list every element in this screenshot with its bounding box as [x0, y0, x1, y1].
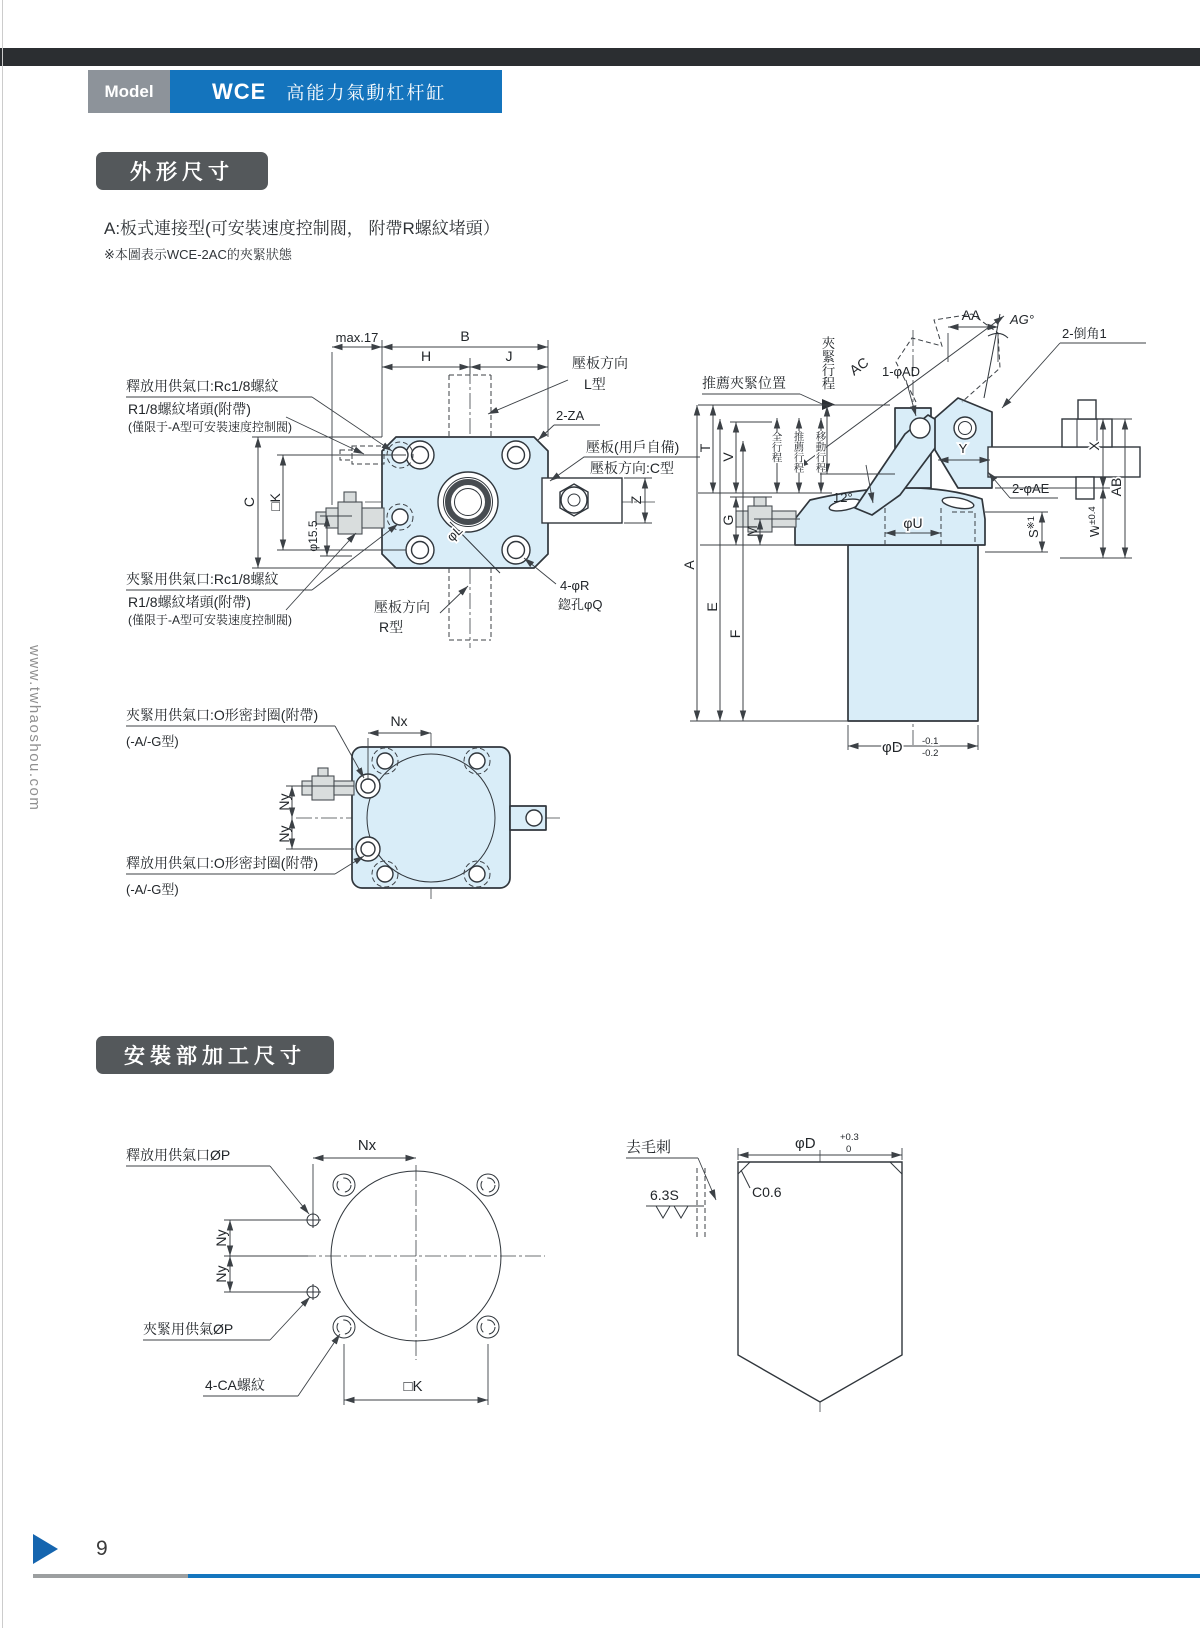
dim-AA: AA	[961, 307, 981, 323]
center-bore	[438, 472, 498, 532]
cylinder-barrel	[848, 545, 978, 721]
dim-phiU: φU	[903, 515, 923, 531]
plate-dir-R-label: 壓板方向	[374, 599, 430, 615]
clamp-plug-label: R1/8螺紋堵頭(附帶)	[128, 594, 251, 610]
dim-Ny-1: Ny	[276, 793, 292, 811]
thread-label: 4-CA螺紋	[205, 1377, 265, 1393]
release-oring-label: 釋放用供氣口:O形密封圈(附帶)	[126, 855, 319, 871]
clamp-port-label: 夾緊用供氣口:Rc1/8螺紋	[126, 571, 279, 587]
bore-section-drawing	[626, 1132, 902, 1412]
plate-dir-C-label: 壓板方向:C型	[590, 460, 674, 476]
label-2ZA: 2-ZA	[556, 408, 585, 423]
link-pin	[954, 417, 976, 439]
dim-Nx: Nx	[357, 1137, 377, 1154]
recommend-pos-label: 推薦夾緊位置	[702, 375, 786, 391]
type-note: A:板式連接型(可安裝速度控制閥， 附帶R螺紋堵頭）	[104, 219, 500, 238]
model-name: 高能力氣動杠杆缸	[286, 82, 447, 103]
dim-phiD: φD	[795, 1135, 816, 1152]
label-chamfer: 2-倒角1	[1062, 326, 1107, 341]
dim-W: $W^{\pm 0.4}$	[1087, 506, 1102, 537]
state-note: ※本圖表示WCE-2AC的夾緊狀態	[104, 247, 292, 262]
release-plug-label: R1/8螺紋堵頭(附帶)	[128, 401, 251, 417]
watermark-url: www.twhaoshou.com	[26, 645, 43, 812]
model-code: WCE	[212, 78, 267, 104]
recommend-stroke-label: 推薦行程	[792, 431, 805, 473]
dim-C: C	[241, 496, 257, 508]
oring-fitting	[302, 768, 354, 800]
dim-A: A	[681, 560, 697, 570]
dim-B: B	[460, 328, 470, 344]
section-title-outline-text: 外形尺寸	[130, 161, 234, 184]
side-view-drawing	[681, 307, 1146, 759]
dim-J: J	[505, 348, 513, 364]
plate-user-label: 壓板(用戶自備)	[586, 439, 680, 455]
label-4R: 4-φR	[560, 578, 590, 593]
plate-dir-R-type: R型	[379, 619, 404, 635]
full-stroke-label: 全行程	[770, 431, 783, 463]
clamp-port-label: 夾緊用供氣ØP	[143, 1321, 234, 1337]
clamp-oring-type: (-A/-G型)	[126, 734, 179, 749]
dim-Z: Z	[628, 495, 644, 505]
label-1AD: 1-φAD	[882, 364, 921, 379]
dim-E: E	[704, 602, 720, 612]
deburr-label: 去毛刺	[626, 1139, 672, 1156]
dim-V: V	[720, 452, 736, 462]
label-counterbore: 鍃孔φQ	[558, 597, 603, 612]
release-port-label: 釋放用供氣口:Rc1/8螺紋	[126, 378, 279, 394]
moving-stroke-label: 移動行程	[814, 431, 827, 473]
clamp-oring-label: 夾緊用供氣口:O形密封圈(附帶)	[126, 707, 319, 723]
phiD-tol-lo: -0.2	[922, 748, 939, 759]
dim-12: 12°	[833, 490, 853, 505]
clamp-plug-note: (僅限于-A型可安裝速度控制閥)	[128, 613, 292, 627]
dim-Ny-2: Ny	[276, 825, 292, 843]
dim-Nx: Nx	[390, 713, 408, 729]
dim-phiL: φL	[443, 522, 466, 545]
dim-H: H	[420, 348, 432, 364]
dim-Y: Y	[958, 441, 968, 456]
plate-dir-L-type: L型	[584, 376, 606, 392]
dim-G: G	[720, 514, 736, 526]
speed-controller-fitting	[316, 492, 384, 534]
release-port-label: 釋放用供氣口ØP	[126, 1147, 231, 1163]
dim-X: X	[1086, 441, 1102, 451]
pivot-pin	[910, 418, 930, 438]
label-2AE: 2-φAE	[1012, 481, 1050, 496]
dim-K: □K	[267, 493, 283, 511]
dim-max17: max.17	[335, 330, 379, 345]
phiD-tol-lo: 0	[846, 1144, 852, 1155]
model-label: Model	[104, 81, 154, 101]
release-plug-note: (僅限于-A型可安裝速度控制閥)	[128, 420, 292, 434]
hole-pattern-drawing	[126, 1137, 545, 1405]
dim-S: $S^{※1}$	[1026, 516, 1041, 538]
dim-Ny-1: Ny	[213, 1229, 229, 1247]
chamfer-label: C0.6	[752, 1184, 782, 1200]
dim-Ny-2: Ny	[213, 1265, 229, 1283]
section-title-mounting-text: 安裝部加工尺寸	[124, 1045, 306, 1068]
dim-AG: AG°	[1010, 312, 1034, 327]
dim-T: T	[697, 443, 713, 453]
dim-phi155: φ15.5	[306, 520, 320, 552]
release-oring-type: (-A/-G型)	[126, 882, 179, 897]
dim-F: F	[727, 629, 743, 639]
page-number: 9	[96, 1537, 108, 1560]
roughness-label: 6.3S	[650, 1187, 679, 1203]
surface-finish-icon	[656, 1206, 688, 1218]
front-view-drawing	[126, 328, 700, 648]
phiD-tol-hi: +0.3	[840, 1132, 859, 1143]
phiD-tol-hi: -0.1	[922, 736, 939, 747]
flange-outline	[352, 747, 510, 888]
plate-bolt	[560, 484, 588, 516]
dim-K: □K	[403, 1378, 423, 1395]
dim-phiD: φD	[882, 739, 903, 756]
dim-AB: AB	[1108, 477, 1124, 497]
plate-dir-L-label: 壓板方向	[572, 355, 628, 371]
dim-AC: AC	[846, 353, 872, 379]
clamp-stroke-label: 夾緊行程	[819, 336, 835, 390]
dim-M: M	[744, 525, 760, 537]
oring-view-drawing	[126, 707, 560, 900]
